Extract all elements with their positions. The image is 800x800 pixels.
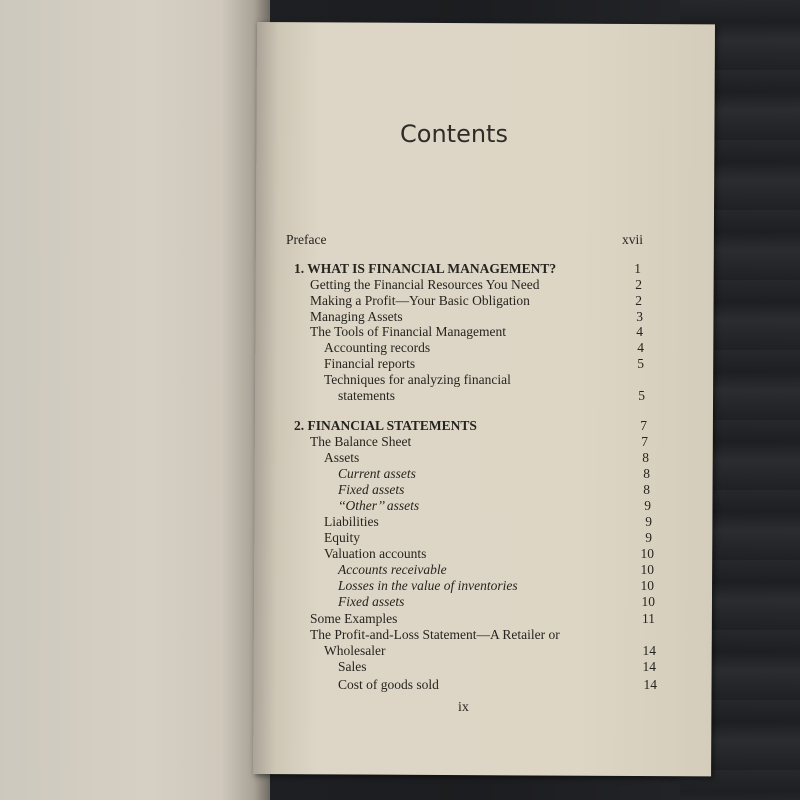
toc-entry-page: 2: [635, 277, 642, 292]
page-number: ix: [458, 700, 469, 715]
toc-entry-page: 3: [636, 309, 643, 324]
toc-entry-page: xvii: [621, 232, 643, 247]
toc-entry-title: Equity: [324, 530, 360, 545]
toc-entry-page: 2: [635, 293, 642, 308]
toc-entry-page: 4: [637, 340, 644, 355]
toc-entry-title: Managing Assets: [310, 309, 403, 324]
toc-entry-page: 14: [643, 677, 657, 692]
toc-entry-title: statements: [338, 388, 395, 403]
toc-entry-title: Wholesaler: [324, 643, 386, 658]
toc-entry-title: Losses in the value of inventories: [338, 578, 518, 593]
toc-entry-title: Techniques for analyzing financial: [324, 372, 511, 387]
toc-entry-page: 1: [634, 261, 641, 276]
toc-entry-title: 2. FINANCIAL STATEMENTS: [294, 418, 477, 433]
toc-entry-title: Making a Profit—Your Basic Obligation: [310, 293, 530, 308]
toc-entry-page: 4: [636, 324, 643, 339]
toc-entry-page: 7: [641, 434, 648, 449]
toc-entry-title: Assets: [324, 450, 360, 465]
toc-entry-title: Liabilities: [324, 514, 379, 529]
toc-entry-title: 1. WHAT IS FINANCIAL MANAGEMENT?: [294, 261, 557, 276]
toc-entry-page: 10: [640, 578, 654, 593]
toc-entry-title: The Profit-and-Loss Statement—A Retailer or: [310, 627, 560, 642]
toc-entry-title: Sales: [338, 659, 367, 674]
toc-entry-page: 10: [640, 562, 654, 577]
toc-entry-title: Some Examples: [310, 611, 398, 626]
toc-entry-page: 5: [637, 356, 644, 371]
toc-entry-page: 14: [642, 659, 656, 674]
page-title: Contents: [400, 120, 508, 148]
toc-entry-page: 9: [645, 530, 652, 545]
toc-entry-title: The Tools of Financial Management: [310, 324, 507, 339]
toc-entry-title: Fixed assets: [338, 482, 405, 497]
toc-entry-title: Preface: [286, 232, 327, 247]
toc-entry-title: Financial reports: [324, 356, 416, 371]
toc-entry-title: Accounting records: [324, 340, 431, 355]
toc-entry-title: Fixed assets: [338, 594, 405, 609]
toc-entry-page: 14: [642, 643, 656, 658]
toc-entry-page: 11: [642, 611, 655, 626]
toc-entry-title: Cost of goods sold: [338, 677, 439, 692]
toc-entry-page: 9: [644, 498, 651, 513]
toc-entry-page: 9: [645, 514, 652, 529]
toc-entry-title: Accounts receivable: [338, 562, 447, 577]
toc-entry-page: 8: [642, 450, 649, 465]
toc-entry-title: Getting the Financial Resources You Need: [310, 277, 540, 292]
toc-entry-page: 8: [643, 482, 650, 497]
toc-entry-title: The Balance Sheet: [310, 434, 412, 449]
toc-entry-page: 10: [641, 594, 655, 609]
toc-entry-page: 8: [643, 466, 650, 481]
toc-entry-title: Valuation accounts: [324, 546, 427, 561]
toc-entry-title: Current assets: [338, 466, 416, 481]
toc-entry-page: 10: [640, 546, 654, 561]
toc-entry-title: ‘‘Other’’ assets: [338, 498, 420, 513]
toc-entry-page: 5: [638, 388, 645, 403]
toc-entry-page: 7: [640, 418, 647, 433]
